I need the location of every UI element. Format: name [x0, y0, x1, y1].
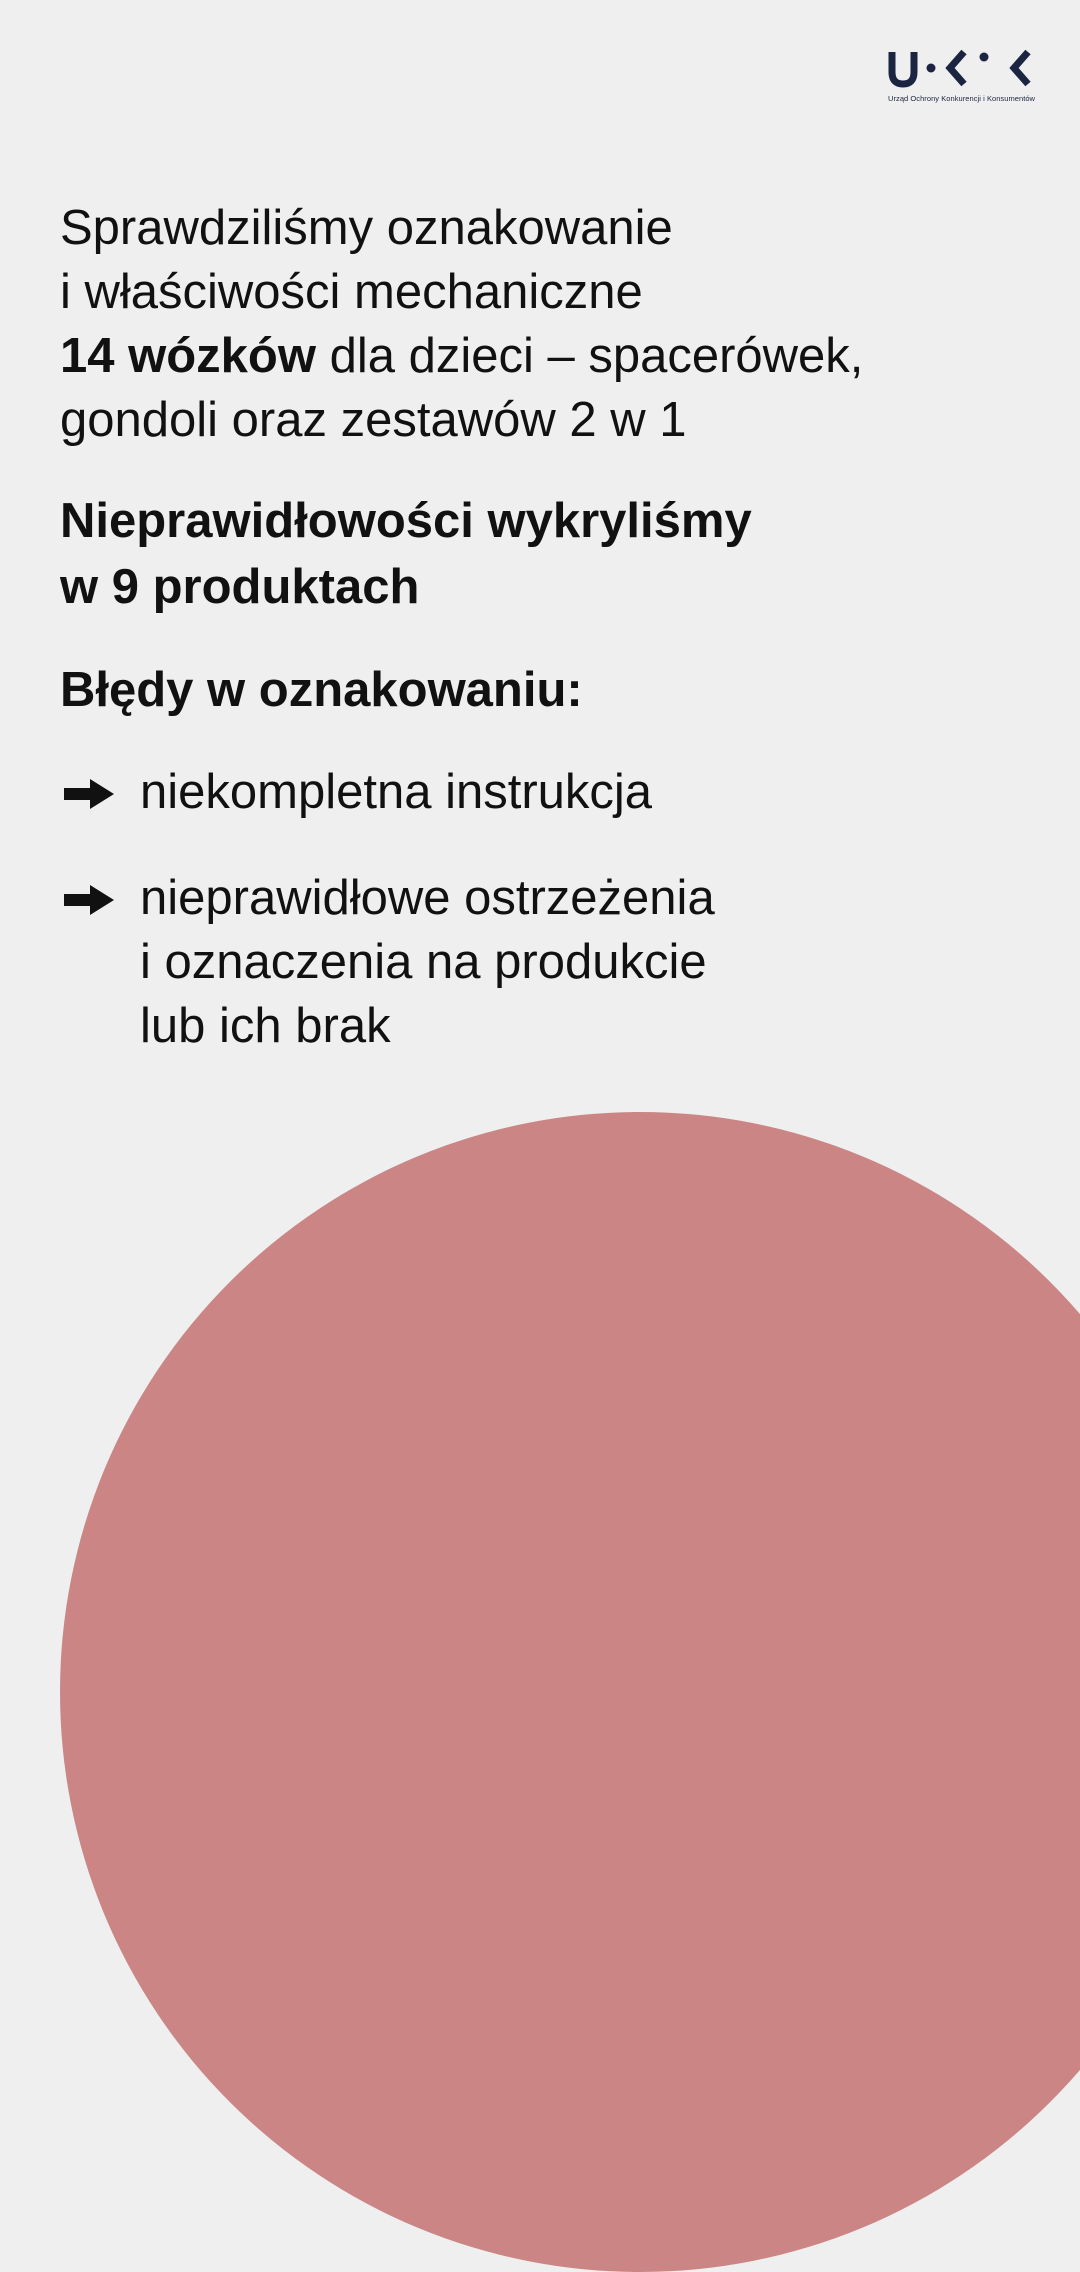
- intro-line: [60, 324, 1050, 388]
- section-title: Błędy w oznakowaniu:: [60, 663, 583, 717]
- list-item-text: niekompletna instrukcja: [140, 765, 653, 819]
- intro-line: gondoli oraz zestawów 2 w 1: [60, 393, 687, 447]
- uokik-logo-mark: [888, 46, 1038, 90]
- intro-paragraph: [60, 196, 1050, 452]
- main-content: [60, 196, 1050, 1058]
- list-item: [60, 866, 1050, 1058]
- list-item-text: lub ich brak: [140, 999, 391, 1053]
- arrow-right-icon: [62, 884, 116, 916]
- intro-count: 14 wózków: [60, 329, 316, 383]
- uokik-logo: [888, 46, 1038, 108]
- headline: [60, 488, 1050, 620]
- logo-subtitle: Urząd Ochrony Konkurencji i Konsumentów: [888, 94, 1036, 103]
- intro-line: Sprawdziliśmy oznakowanie: [60, 201, 673, 255]
- headline-line: w 9 produktach: [60, 560, 420, 614]
- bullet-list: [60, 760, 1050, 1058]
- intro-line-rest: dla dzieci – spacerówek,: [315, 329, 864, 383]
- headline-line: Nieprawidłowości wykryliśmy: [60, 494, 752, 548]
- list-item: [60, 760, 1050, 824]
- list-item-text: i oznaczenia na produkcie: [140, 935, 707, 989]
- decorative-circle: [60, 1112, 1080, 2272]
- intro-line: i właściwości mechaniczne: [60, 265, 643, 319]
- list-item-text: nieprawidłowe ostrzeżenia: [140, 871, 715, 925]
- arrow-right-icon: [62, 778, 116, 810]
